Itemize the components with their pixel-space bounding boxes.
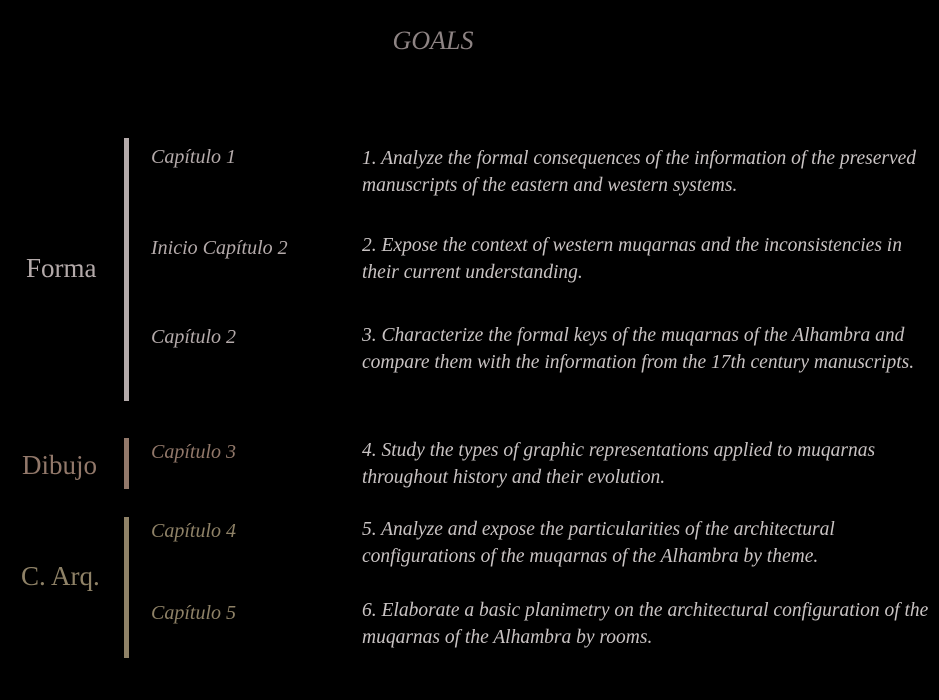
page-title: GOALS [392, 26, 474, 55]
goal-text: 4. Study the types of graphic representations applied to muqarnas throughout history and their evolution. [362, 440, 876, 488]
group-bar-dibujo [124, 438, 129, 489]
chapter-label: Capítulo 3 [151, 441, 237, 463]
group-label-forma: Forma [26, 253, 97, 283]
group-bar-carq [124, 517, 129, 658]
group-bar-forma [124, 138, 129, 401]
group-label-carq: C. Arq. [21, 561, 100, 591]
chapter-label: Capítulo 2 [151, 326, 237, 348]
goal-text: 6. Elaborate a basic planimetry on the architectural configuration of the muqarnas of the Alhambra by rooms. [362, 600, 929, 648]
chapter-label: Capítulo 1 [151, 146, 237, 168]
chapter-label: Capítulo 4 [151, 520, 237, 542]
group-label-dibujo: Dibujo [22, 450, 98, 480]
goal-text: 5. Analyze and expose the particularities of the architectural configurations of the muqarnas of the Alhambra by theme. [362, 519, 835, 567]
goal-text: 1. Analyze the formal consequences of the information of the preserved manuscripts of the eastern and western systems. [362, 148, 917, 196]
chapter-label: Capítulo 5 [151, 602, 237, 624]
goal-text: 2. Expose the context of western muqarnas and the inconsistencies in their current understanding. [362, 235, 902, 283]
chapter-label: Inicio Capítulo 2 [151, 237, 288, 259]
goal-text: 3. Characterize the formal keys of the muqarnas of the Alhambra and compare them with the information from the 17th century manuscripts. [362, 325, 915, 373]
